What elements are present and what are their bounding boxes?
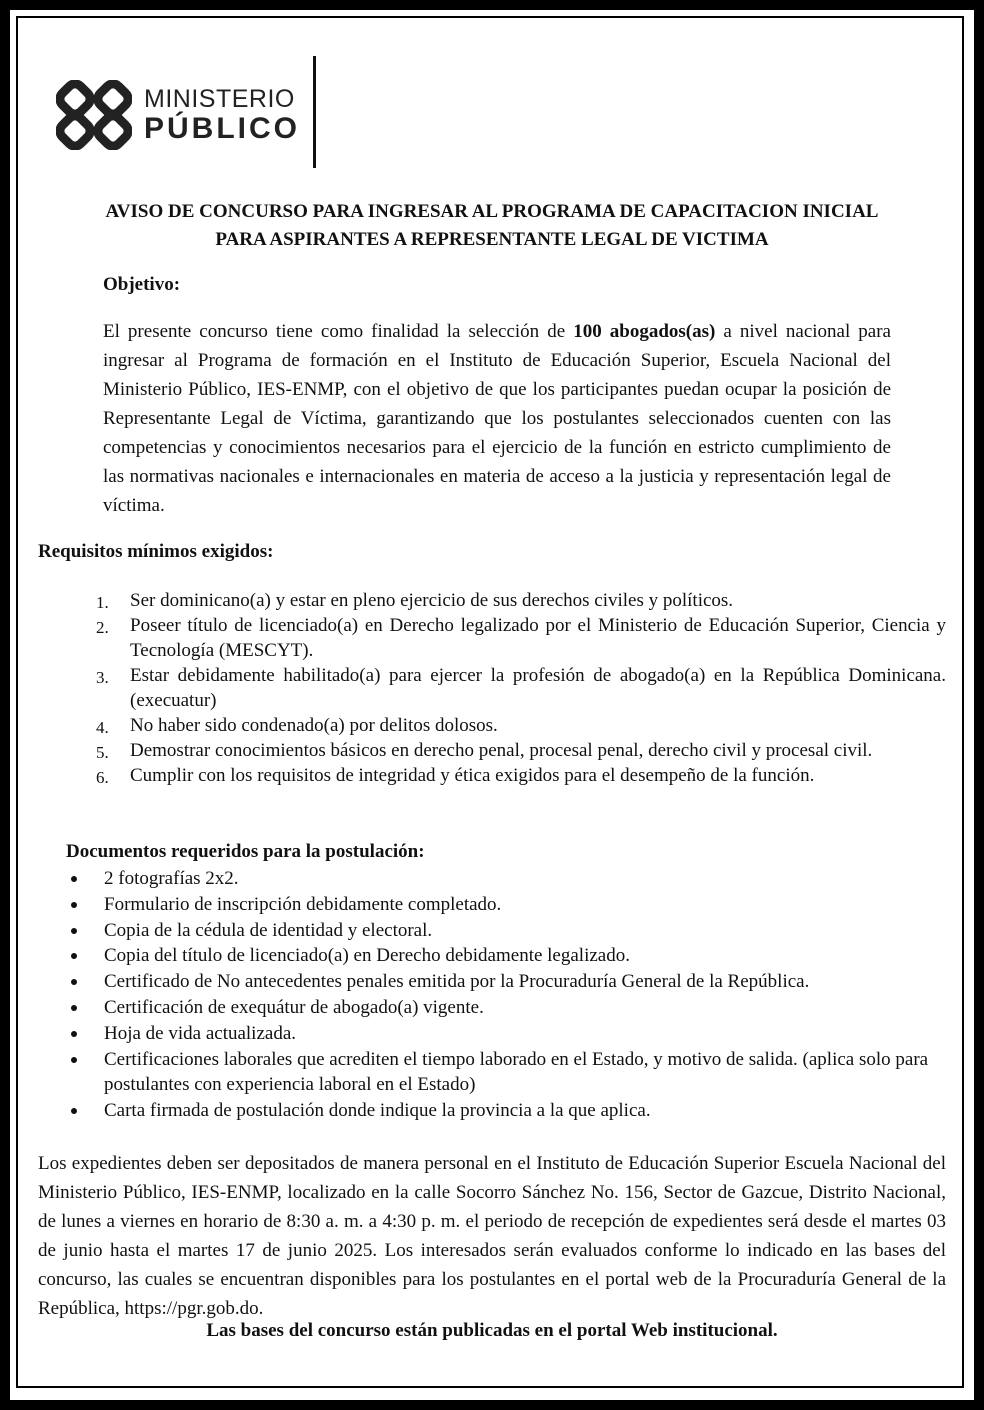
item-text: Copia del título de licenciado(a) en Derecho debidamente legalizado. [104, 945, 630, 967]
item-text: No haber sido condenado(a) por delitos dolosos. [130, 715, 498, 736]
item-number: 6. [96, 768, 109, 787]
bullet-icon [71, 1108, 77, 1114]
item-number: 3. [96, 668, 109, 687]
list-item [96, 738, 946, 763]
item-text: Poseer título de licenciado(a) en Derecho legalizado por el Ministerio de Educación Superior, Ciencia y Tecnología (MESCYT). [130, 615, 946, 661]
bullet-icon [71, 1031, 77, 1037]
list-item [66, 918, 960, 944]
knot-logo-icon [56, 80, 132, 150]
logo-line-1: MINISTERIO [144, 84, 295, 113]
title-line-2: PARA ASPIRANTES A REPRESENTANTE LEGAL DE VICTIMA [215, 229, 769, 250]
bullet-icon [71, 928, 77, 934]
bullet-icon [71, 979, 77, 985]
objetivo-paragraph [103, 317, 891, 520]
bullet-icon [71, 1005, 77, 1011]
item-text: Certificaciones laborales que acrediten el tiempo laborado en el Estado, y motivo de salida. (aplica solo para postulantes con experiencia laboral en el Estado) [104, 1048, 929, 1096]
bullet-icon [71, 902, 77, 908]
ministerio-publico-logo [56, 80, 300, 150]
item-number: 2. [96, 618, 109, 637]
logo-line-2: PÚBLICO [144, 111, 300, 145]
list-item [66, 995, 960, 1021]
list-item [66, 1021, 960, 1047]
item-text: Certificación de exequátur de abogado(a) vigente. [104, 996, 484, 1018]
expedientes-paragraph: Los expedientes deben ser depositados de manera personal en el Instituto de Educación Superior Escuela Nacional del Ministerio Público, IES-ENMP, localizado en la calle Socorro Sánchez No. 156, Sector de Gazcue, Distrito Nacional, de lunes a viernes en horario de 8:30 a. m. a 4:30 p. m. el periodo de recepción de expedientes será desde el martes 03 de junio hasta el martes 17 de junio 2025. Los interesados serán evaluados conforme lo indicado en las bases del concurso, las cuales se encuentran disponibles para los postulantes en el portal web de la Procuraduría General de la República, https://pgr.gob.do. [38, 1153, 946, 1319]
item-text: 2 fotografías 2x2. [104, 868, 239, 889]
list-item [96, 763, 946, 788]
objetivo-text-after: a nivel nacional para ingresar al Programa de formación en el Instituto de Educación Superior, Escuela Nacional del Ministerio Público, IES-ENMP, con el objetivo de que los participantes puedan ocupar la posición de Representante Legal de Víctima, garantizando que los postulantes seleccionados cuenten con las competencias y conocimientos necesarios para el ejercicio de la función en estricto cumplimiento de las normativas nacionales e internacionales en materia de acceso a la justicia y representación legal de víctima. [103, 321, 891, 516]
objetivo-heading: Objetivo: [103, 274, 181, 295]
item-number: 5. [96, 743, 109, 762]
item-text: Estar debidamente habilitado(a) para ejercer la profesión de abogado(a) en la República Dominicana. (execuatur) [130, 665, 946, 711]
item-text: Carta firmada de postulación donde indique la provincia a la que aplica. [104, 1100, 651, 1122]
item-text: Demostrar conocimientos básicos en derecho penal, procesal penal, derecho civil y procesal civil. [130, 740, 873, 761]
list-item [66, 1047, 960, 1099]
list-item [96, 613, 946, 663]
item-text: Cumplir con los requisitos de integridad y ética exigidos para el desempeño de la función. [130, 765, 815, 786]
bullet-icon [71, 876, 77, 882]
item-text: Certificado de No antecedentes penales emitida por la Procuraduría General de la República. [104, 971, 810, 993]
item-text: Hoja de vida actualizada. [104, 1022, 297, 1044]
documentos-heading: Documentos requeridos para la postulación: [66, 841, 425, 862]
list-item [96, 588, 946, 613]
requisitos-heading: Requisitos mínimos exigidos: [38, 541, 274, 562]
item-text: Copia de la cédula de identidad y electoral. [104, 919, 433, 941]
item-text: Formulario de inscripción debidamente completado. [104, 893, 502, 915]
list-item [96, 713, 946, 738]
logo-divider [313, 56, 316, 168]
title-line-1: AVISO DE CONCURSO PARA INGRESAR AL PROGRAMA DE CAPACITACION INICIAL [105, 201, 879, 222]
item-number: 4. [96, 718, 109, 737]
objetivo-text-before: El presente concurso tiene como finalidad la selección de [103, 321, 574, 342]
document-title [0, 198, 984, 254]
list-item [96, 663, 946, 713]
requisitos-list [96, 588, 946, 788]
logo-text [144, 84, 300, 145]
item-text: Ser dominicano(a) y estar en pleno ejercicio de sus derechos civiles y políticos. [130, 590, 734, 611]
closing-statement: Las bases del concurso están publicadas en el portal Web institucional. [206, 1320, 778, 1341]
list-item [66, 866, 960, 892]
documentos-list [66, 866, 960, 1124]
item-number: 1. [96, 593, 109, 612]
bullet-icon [71, 953, 77, 959]
list-item [66, 892, 960, 918]
objetivo-text-bold: 100 abogados(as) [573, 321, 716, 342]
bullet-icon [71, 1057, 77, 1063]
list-item [66, 1098, 960, 1124]
list-item [66, 943, 960, 969]
list-item [66, 969, 960, 995]
